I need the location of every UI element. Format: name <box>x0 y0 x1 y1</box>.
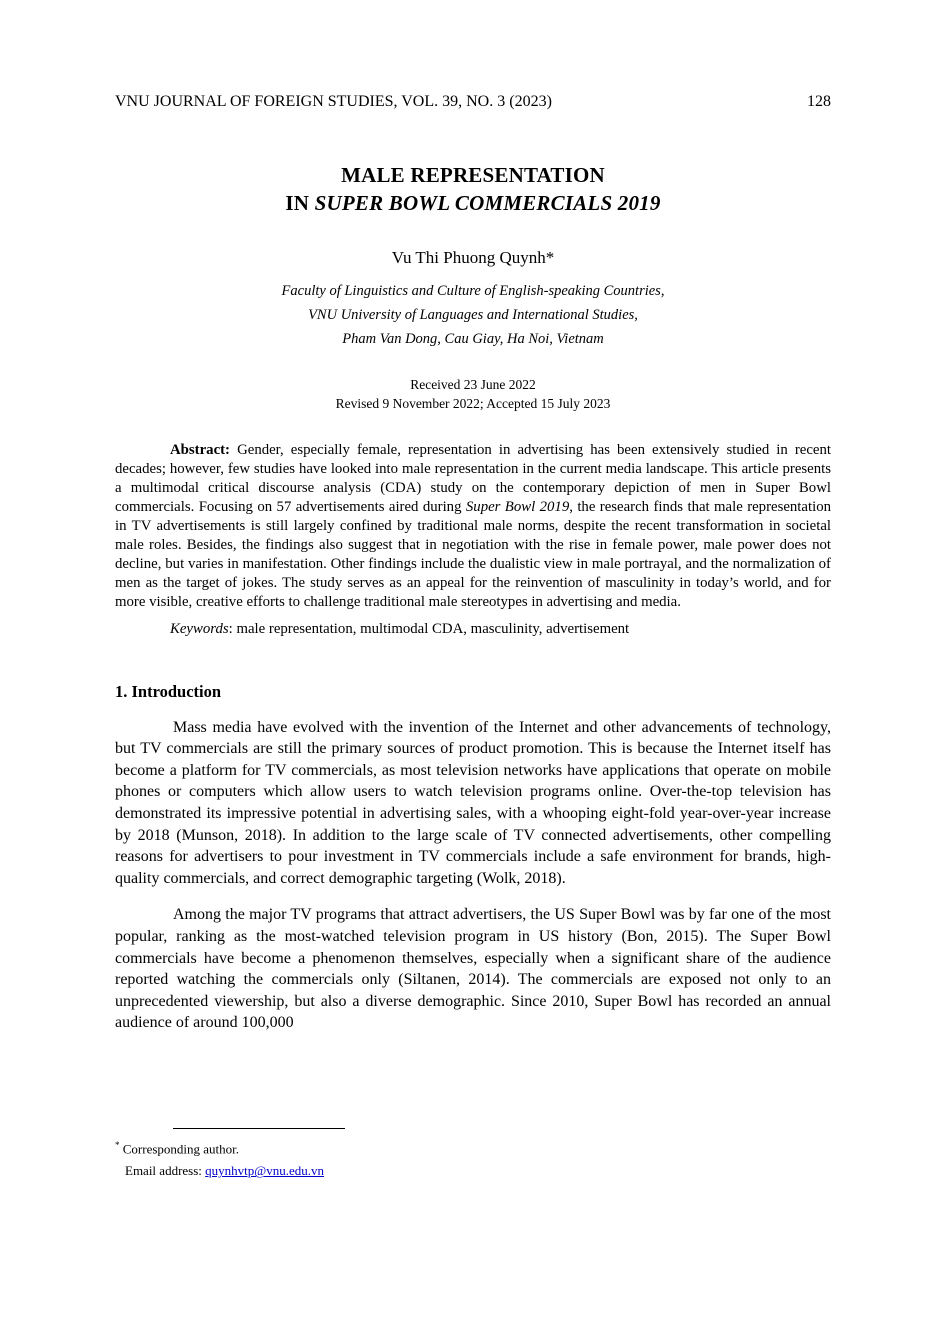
email-label: Email address: <box>125 1163 206 1179</box>
running-header <box>115 93 831 111</box>
abstract-label: Abstract: <box>170 442 238 459</box>
article-dates <box>115 376 831 414</box>
page-content <box>115 93 831 1034</box>
article-title-line1: MALE REPRESENTATION <box>341 163 605 187</box>
keywords-label: Keywords <box>170 620 229 637</box>
abstract-text-1: Gender, especially female, representation in advertising has been extensively studied in recent decades; however, few studies have looked into male representation in the current media landscape. This article presents a multimodal critical discourse analysis (CDA) study on the contemporary depiction of men in Super Bowl commercials. Focusing on 57 advertisements aired during <box>115 442 831 516</box>
footnote-text: Corresponding author. <box>119 1141 240 1157</box>
received-date: Received 23 June 2022 <box>410 377 536 393</box>
abstract-text-2: , the research finds that male representation in TV advertisements is still largely confined by traditional male norms, despite the recent transformation in societal male roles. Besides, the findings also suggest that in negotiation with the rise in female power, male power does not decline, but varies in manifestation. Other findings include the dualistic view in male portrayal, and the normalization of men as the target of jokes. The study serves as an appeal for the reinvention of masculinity in today’s world, and for more visible, creative efforts to challenge traditional male stereotypes in advertising and media. <box>115 499 832 610</box>
intro-paragraph-1: Mass media have evolved with the invention of the Internet and other advancements of technology, but TV commercials are still the primary sources of product promotion. This is because the Internet itself has become a platform for TV commercials, as most television networks have applications that operate on mobile phones or computers which allow users to watch television programs online. Over-the-top television has demonstrated its impressive potential in advertising sales, with a whooping eight-fold year-over-year increase by 2018 (Munson, 2018). In addition to the large scale of TV connected advertisements, other compelling reasons for advertisers to pour investment in TV commercials include a safe environment for brands, high-quality commercials, and correct demographic targeting (Wolk, 2018). <box>115 718 831 887</box>
section-heading-introduction: 1. Introduction <box>115 681 222 701</box>
email-link[interactable]: quynhvtp@vnu.edu.vn <box>205 1163 325 1179</box>
author-name: Vu Thi Phuong Quynh* <box>391 247 555 267</box>
article-title-line2-italic: SUPER BOWL COMMERCIALS 2019 <box>314 191 661 216</box>
intro-paragraph-2: Among the major TV programs that attract advertisers, the US Super Bowl was by far one of the most popular, ranking as the most-watched television program in US history (Bon, 2015). The Super Bowl commercials have become a phenomenon themselves, especially when a significant share of the audience reported watching the commercials only (Siltanen, 2014). The commercials are exposed not only to an unprecedented viewership, but also a diverse demographic. Since 2010, Super Bowl has recorded an annual audience of around 100,000 <box>115 906 831 1032</box>
article-title-line2-prefix: IN <box>285 191 315 216</box>
article-title <box>115 161 831 218</box>
revised-accepted-date: Revised 9 November 2022; Accepted 15 July 2023 <box>335 396 611 412</box>
article-title-line2 <box>115 189 831 217</box>
abstract-paragraph <box>115 441 831 611</box>
footnote-marker: * <box>115 1140 120 1150</box>
page-number: 128 <box>807 93 831 110</box>
footnote-email-line <box>115 1160 345 1182</box>
keywords-line <box>115 621 831 638</box>
affiliation-line-2: VNU University of Languages and International Studies, <box>308 306 638 323</box>
affiliation-line-3: Pham Van Dong, Cau Giay, Ha Noi, Vietnam <box>342 330 604 347</box>
journal-title: VNU JOURNAL OF FOREIGN STUDIES, VOL. 39, NO. 3 (2023) <box>115 93 552 110</box>
keywords-text: : male representation, multimodal CDA, masculinity, advertisement <box>228 620 630 637</box>
affiliation <box>115 280 831 352</box>
footnote <box>115 1128 345 1183</box>
footnote-corresponding-author <box>115 1138 345 1160</box>
affiliation-line-1: Faculty of Linguistics and Culture of English-speaking Countries, <box>281 282 665 299</box>
abstract-text-italic: Super Bowl 2019 <box>465 499 570 516</box>
footnote-rule <box>173 1128 345 1129</box>
